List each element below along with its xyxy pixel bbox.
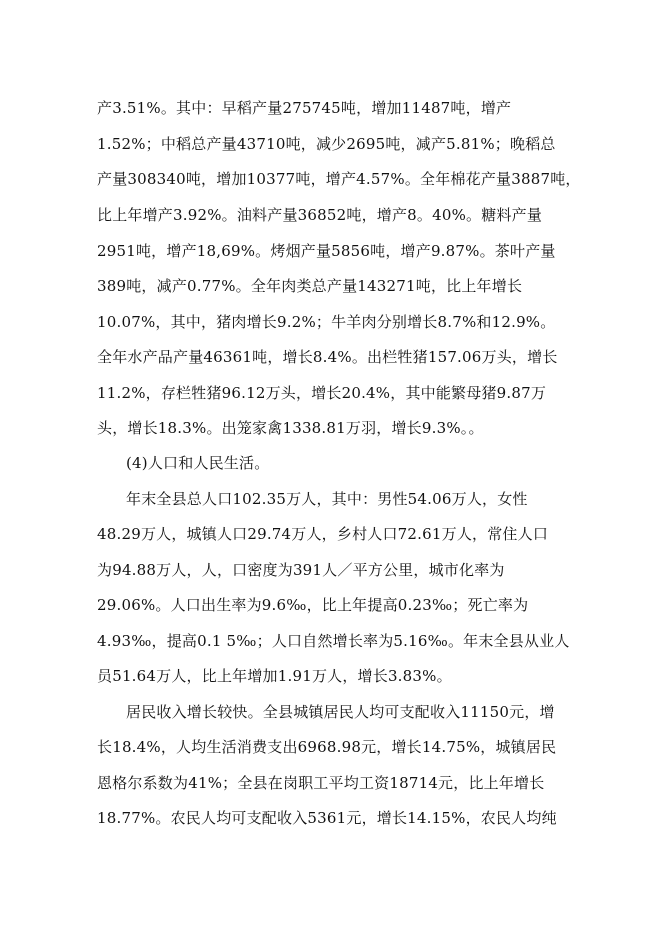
text-line: 4.93‰，提高0.1 5‰；人口自然增长率为5.16‰。年末全县从业人 [97,632,570,650]
text-line: 48.29万人，城镇人口29.74万人，乡村人口72.61万人，常住人口 [97,525,549,543]
text-line: 产3.51%。其中：早稻产量275745吨，增加11487吨，增产 [97,99,512,117]
text-line: 2951吨，增产18,69%。烤烟产量5856吨，增产9.87%。茶叶产量 [97,242,556,260]
text-line: 29.06%。人口出生率为9.6‰，比上年提高0.23‰；死亡率为 [97,596,529,614]
text-line: 恩格尔系数为41%；全县在岗职工平均工资18714元，比上年增长 [97,774,545,792]
text-line: 居民收入增长较快。全县城镇居民人均可支配收入11150元，增 [126,703,555,721]
text-line: 为94.88万人，人，口密度为391人／平方公里，城市化率为 [97,561,505,579]
text-line: 1.52%；中稻总产量43710吨，减少2695吨，减产5.81%；晚稻总 [97,135,556,153]
text-line: 389吨，减产0.77%。全年肉类总产量143271吨，比上年增长 [97,277,523,295]
text-line: 产量308340吨，增加10377吨，增产4.57%。全年棉花产量3887吨， [97,170,581,188]
text-line: 18.77%。农民人均可支配收入5361元，增长14.15%，农民人均纯 [97,809,557,827]
text-line: 10.07%，其中，猪肉增长9.2%；牛羊肉分别增长8.7%和12.9%。 [97,313,556,331]
section-heading: (4)人口和人民生活。 [126,454,270,472]
text-line: 长18.4%，人均生活消费支出6968.98元，增长14.75%，城镇居民 [97,738,557,756]
text-line: 比上年增产3.92%。油料产量36852吨，增产8。40%。糖料产量 [97,206,543,224]
text-line: 年末全县总人口102.35万人，其中：男性54.06万人，女性 [126,490,528,508]
text-line: 头，增长18.3%。出笼家禽1338.81万羽，增长9.3%。。 [97,419,484,437]
text-line: 全年水产品产量46361吨，增长8.4%。出栏牲猪157.06万头，增长 [97,348,558,366]
text-line: 11.2%，存栏牲猪96.12万头，增长20.4%，其中能繁母猪9.87万 [97,384,547,402]
text-line: 员51.64万人，比上年增加1.91万人，增长3.83%。 [97,667,452,685]
